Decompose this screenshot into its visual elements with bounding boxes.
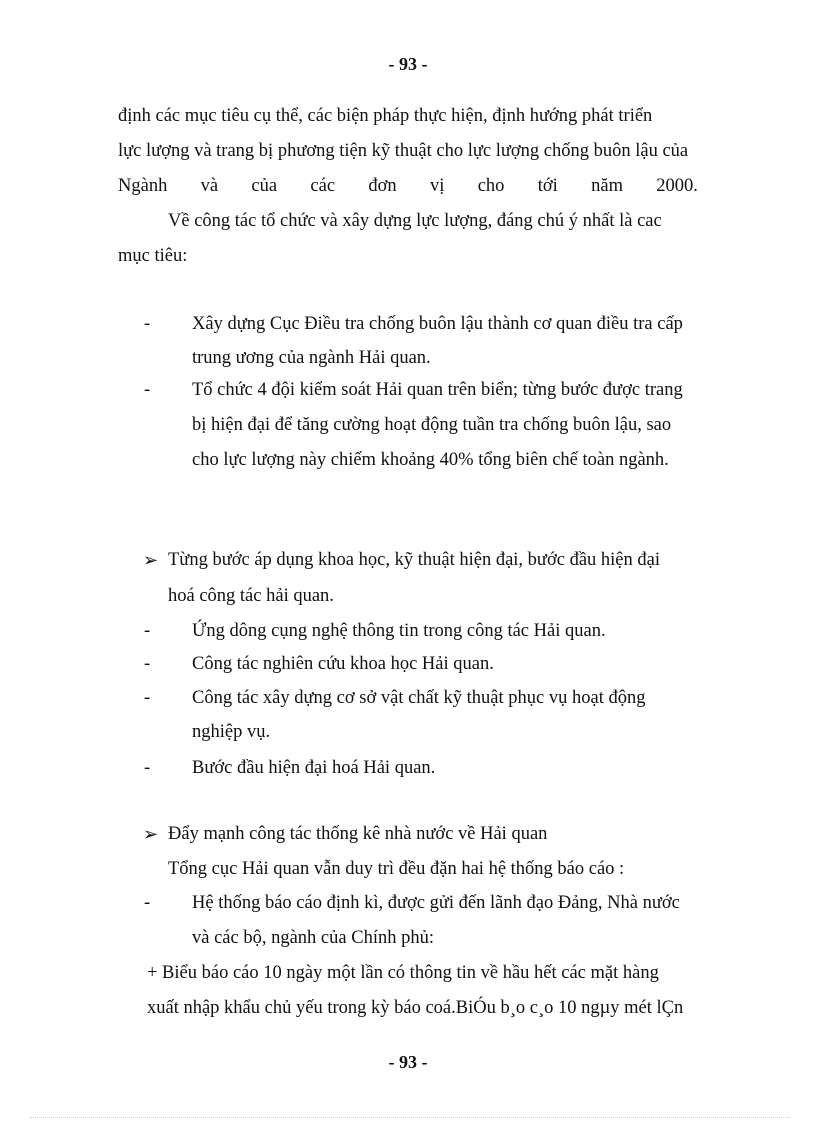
paragraph-line: xuất nhập khẩu chủ yếu trong kỳ báo coá.BiÓu b¸o c¸o 10 ngµy mét lÇn [147, 998, 684, 1018]
bullet-dash: - [144, 314, 151, 334]
arrow-bullet-icon: ➢ [143, 824, 159, 844]
paragraph-line [118, 104, 698, 128]
justified-word: đơn [368, 176, 397, 196]
bullet-text: và các bộ, ngành của Chính phủ: [192, 928, 434, 948]
footer-divider [30, 1117, 790, 1118]
arrow-bullet-icon: ➢ [143, 550, 159, 570]
justified-word: các [310, 176, 336, 196]
bullet-dash: - [144, 688, 151, 708]
bullet-dash: - [144, 380, 151, 400]
bullet-dash: - [144, 621, 151, 641]
bullet-dash: - [144, 758, 151, 778]
paragraph-line: mục tiêu: [118, 246, 188, 266]
bullet-text: Công tác xây dựng cơ sở vật chất kỹ thuật phục vụ hoạt động [192, 688, 646, 708]
paragraph-line-justified [118, 174, 698, 198]
paragraph-line: Tổng cục Hải quan vẫn duy trì đều đặn hai hệ thống báo cáo : [168, 859, 625, 879]
justified-word: năm [591, 176, 623, 196]
bullet-text: cho lực lượng này chiếm khoảng 40% tổng biên chế toàn ngành. [192, 450, 669, 470]
justified-word: 2000. [656, 176, 698, 196]
bullet-text: Công tác nghiên cứu khoa học Hải quan. [192, 654, 494, 674]
bullet-text: nghiệp vụ. [192, 722, 271, 742]
page-number-top: - 93 - [388, 54, 428, 74]
bullet-text: Tổ chức 4 đội kiểm soát Hải quan trên biển; từng bước được trang [192, 380, 683, 400]
justified-word: cho [477, 176, 505, 196]
justified-word: vị [429, 176, 445, 196]
section-heading: hoá công tác hải quan. [168, 586, 334, 606]
paragraph-line: + Biểu báo cáo 10 ngày một lần có thông tin về hầu hết các mặt hàng [147, 963, 659, 983]
justified-word: và [200, 176, 219, 196]
page-number-bottom: - 93 - [388, 1052, 428, 1072]
bullet-text: trung ương của ngành Hải quan. [192, 348, 431, 368]
bullet-text: bị hiện đại để tăng cường hoạt động tuần tra chống buôn lậu, sao [192, 415, 672, 435]
bullet-text: Ứng dông cụng nghệ thông tin trong công tác Hải quan. [192, 621, 606, 641]
paragraph-line: Về công tác tổ chức và xây dựng lực lượng, đáng chú ý nhất là cac [168, 211, 662, 231]
line-text: định các mục tiêu cụ thể, các biện pháp thực hiện, định hướng phát triển [118, 106, 653, 126]
bullet-text: Hệ thống báo cáo định kì, được gửi đến lãnh đạo Đảng, Nhà nước [192, 893, 680, 913]
bullet-text: Bước đầu hiện đại hoá Hải quan. [192, 758, 436, 778]
section-heading: Đẩy mạnh công tác thống kê nhà nước về Hải quan [168, 824, 548, 844]
bullet-dash: - [144, 893, 151, 913]
paragraph-line: lực lượng và trang bị phương tiện kỹ thuật cho lực lượng chống buôn lậu của [118, 141, 689, 161]
section-heading: Từng bước áp dụng khoa học, kỹ thuật hiện đại, bước đầu hiện đại [168, 550, 660, 570]
justified-word: Ngành [118, 176, 168, 196]
justified-word: tới [537, 176, 558, 196]
justified-word: của [251, 176, 278, 196]
bullet-dash: - [144, 654, 151, 674]
bullet-text: Xây dựng Cục Điều tra chống buôn lậu thành cơ quan điều tra cấp [192, 314, 683, 334]
